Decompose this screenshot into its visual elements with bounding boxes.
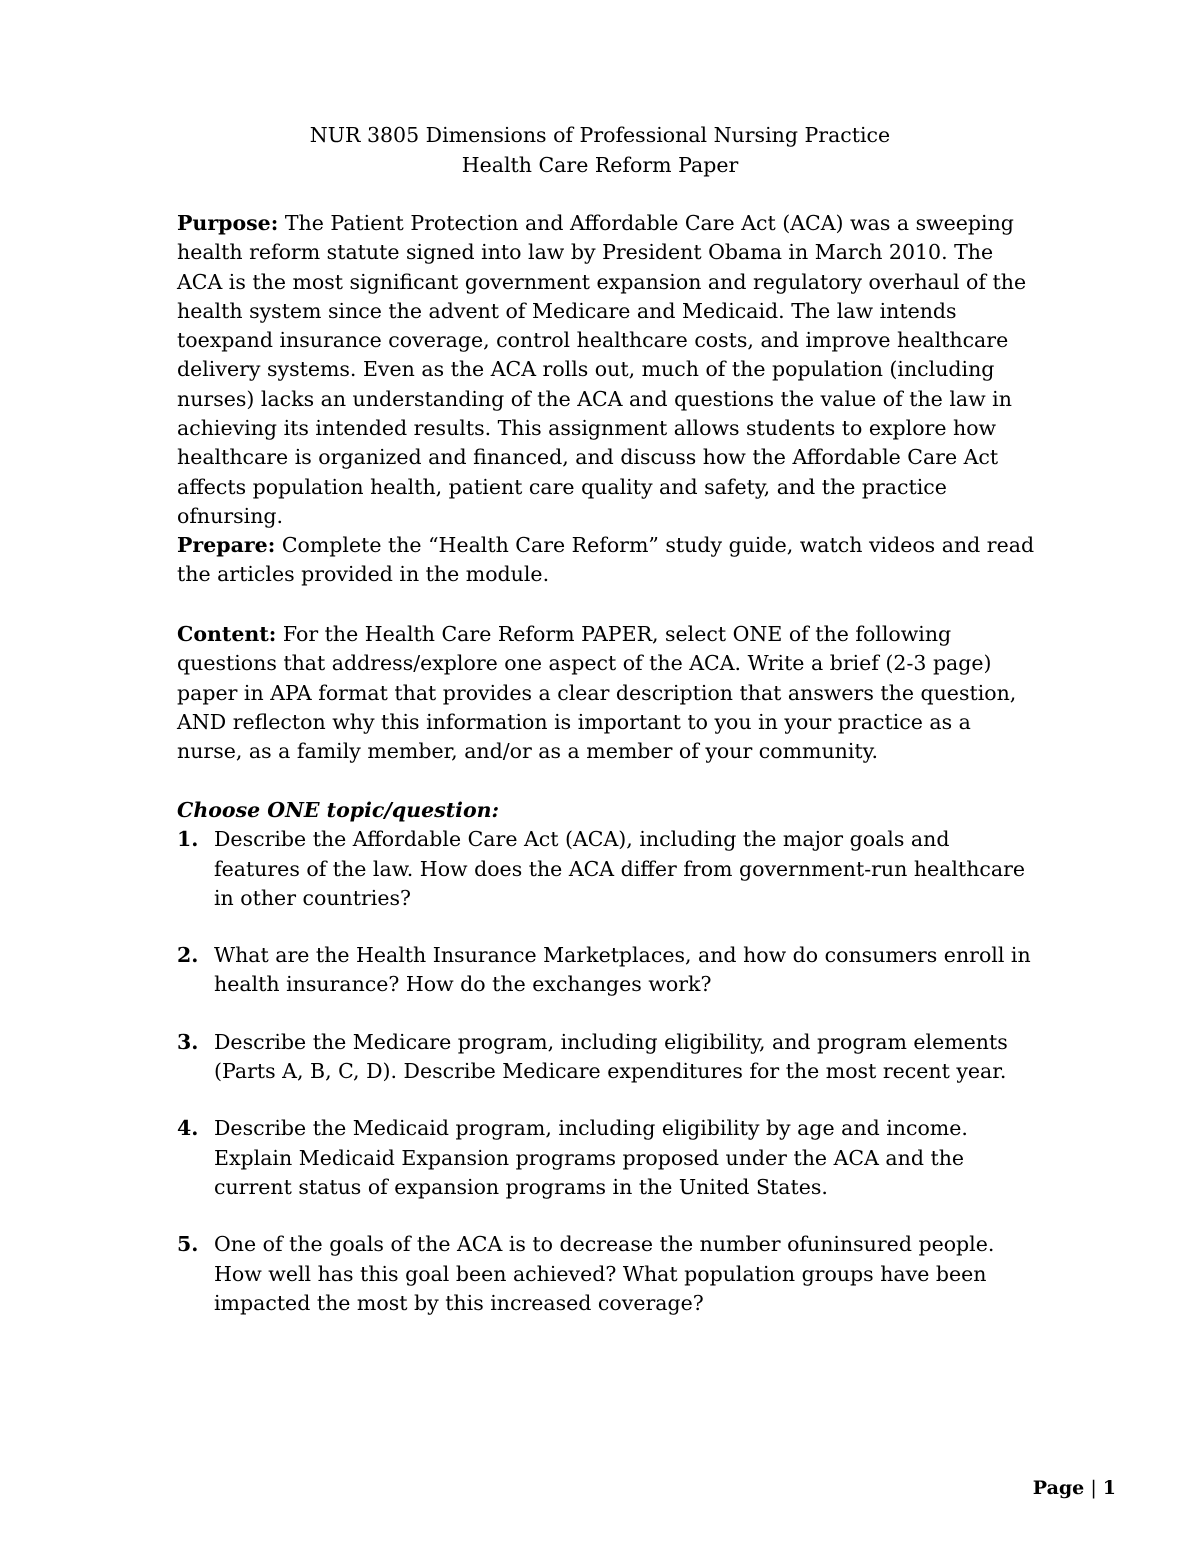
topic-number: 3. [177, 1029, 199, 1054]
topic-item-4 [177, 1114, 1037, 1202]
topic-item-2 [177, 941, 1037, 1000]
topic-item-3 [177, 1028, 1037, 1087]
prepare-section [177, 531, 1037, 590]
topic-text: Describe the Affordable Care Act (ACA), including the major goals and features of the law. How does the ACA differ from government-run healthcare in other countries? [214, 827, 1026, 910]
course-title: NUR 3805 Dimensions of Professional Nursing Practice [309, 123, 891, 147]
page-label: Page [1032, 1477, 1085, 1499]
page-separator: | [1090, 1477, 1097, 1499]
page-number: 1 [1102, 1477, 1116, 1499]
topic-text: Describe the Medicaid program, including eligibility by age and income. Explain Medicaid Expansion programs proposed under the ACA and the current status of expansion programs in the United States. [214, 1116, 968, 1199]
topic-item-5 [177, 1230, 1037, 1318]
topic-list [177, 825, 1037, 1318]
topic-number: 5. [177, 1232, 199, 1257]
choose-section [177, 796, 1037, 1346]
document-header [0, 120, 1200, 180]
topic-number: 1. [177, 827, 199, 852]
purpose-text: The Patient Protection and Affordable Care Act (ACA) was a sweeping health reform statute signed into law by President Obama in March 2010. The ACA is the most significant government expansion and regulatory overhaul of the health system since the advent of Medicare and Medicaid. The law intends toexpand insurance coverage, control healthcare costs, and improve healthcare delivery systems. Even as the ACA rolls out, much of the population (including nurses) lacks an understanding of the ACA and questions the value of the law in achieving its intended results. This assignment allows students to explore how healthcare is organized and financed, and discuss how the Affordable Care Act affects population health, patient care quality and safety, and the practice ofnursing. [177, 211, 1027, 528]
topic-number: 2. [177, 943, 199, 968]
purpose-label: Purpose: [177, 211, 279, 235]
topic-item-1 [177, 825, 1037, 913]
content-section [177, 620, 1037, 766]
topic-text: One of the goals of the ACA is to decrease the number ofuninsured people. How well has this goal been achieved? What population groups have been impacted the most by this increased coverage? [214, 1232, 995, 1315]
choose-label: Choose ONE topic/question: [177, 798, 500, 822]
page-footer [1033, 1474, 1116, 1502]
topic-number: 4. [177, 1116, 199, 1141]
topic-text: What are the Health Insurance Marketplaces, and how do consumers enroll in health insurance? How do the exchanges work? [214, 943, 1031, 997]
prepare-label: Prepare: [177, 533, 276, 557]
paper-title: Health Care Reform Paper [461, 153, 739, 177]
content-text: For the Health Care Reform PAPER, select ONE of the following questions that address/explore one aspect of the ACA. Write a brief (2-3 page) paper in APA format that provides a clear description that answers the question, AND reflecton why this information is important to you in your practice as a nurse, as a family member, and/or as a member of your community. [177, 622, 1017, 764]
content-label: Content: [177, 622, 277, 646]
purpose-section [177, 209, 1037, 531]
topic-text: Describe the Medicare program, including eligibility, and program elements (Parts A, B, C, D). Describe Medicare expenditures for the most recent year. [214, 1029, 1008, 1084]
prepare-text: Complete the “Health Care Reform” study guide, watch videos and read the articles provided in the module. [177, 533, 1035, 587]
